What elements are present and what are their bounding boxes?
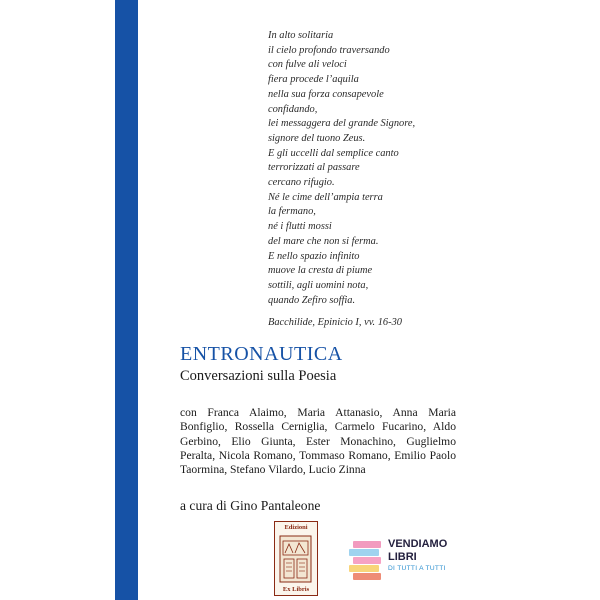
poem-line: signore del tuono Zeus. xyxy=(268,132,366,144)
publisher-logo-bottom-text: Ex Libris xyxy=(282,586,310,593)
publisher-logo-top-text: Edizioni xyxy=(284,524,308,531)
poem-line: il cielo profondo traversando xyxy=(268,44,390,56)
poem-line: confidando, xyxy=(268,103,318,115)
poem-line: E gli uccelli dal semplice canto xyxy=(268,147,399,159)
wordmark-tagline: DI TUTTI A TUTTI xyxy=(388,565,446,572)
blue-spine-bar xyxy=(115,0,138,600)
poem-line: quando Zefiro soffia. xyxy=(268,294,356,306)
poem-line: muove la cresta di piume xyxy=(268,265,373,277)
vendiamo-libri-wordmark xyxy=(388,538,447,563)
book-subtitle: Conversazioni sulla Poesia xyxy=(180,368,337,384)
poem-line: né i flutti mossi xyxy=(268,221,332,233)
book-title: ENTRONAUTICA xyxy=(180,343,343,365)
wordmark-line2: LIBRI xyxy=(388,550,417,563)
poem-line: lei messaggera del grande Signore, xyxy=(268,118,416,130)
poem-line: cercano rifugio. xyxy=(268,177,335,189)
poem-line: In alto solitaria xyxy=(268,30,334,41)
poem-line: del mare che non si ferma. xyxy=(268,235,379,247)
publisher-emblem-icon xyxy=(279,535,312,583)
publisher-logo xyxy=(274,521,318,596)
stacked-books-icon xyxy=(347,535,387,583)
poem-line: Né le cime dell’ampia terra xyxy=(268,191,383,203)
poem-line: con fulve ali veloci xyxy=(268,59,347,71)
contributors-list: con Franca Alaimo, Maria Attanasio, Anna Maria Bonfiglio, Rossella Cerniglia, Carmelo Fucarino, Aldo Gerbino, Elio Giunta, Ester Monachino, Guglielmo Peralta, Nicola Romano, Tommaso Romano, Emilio Paolo Taormina, Stefano Vilardo, Lucio Zinna xyxy=(180,406,456,477)
wordmark-line1: VENDIAMO xyxy=(388,538,448,550)
vendiamo-libri-logo xyxy=(347,535,457,585)
epigraph-poem xyxy=(268,29,415,308)
editor-credit: a cura di Gino Pantaleone xyxy=(180,498,321,513)
poem-line: la fermano, xyxy=(268,206,316,218)
poem-citation: Bacchilide, Epinicio I, vv. 16-30 xyxy=(268,317,402,328)
poem-line: terrorizzati al passare xyxy=(268,162,360,174)
poem-line: fiera procede l’aquila xyxy=(268,74,359,86)
poem-line: nella sua forza consapevole xyxy=(268,88,384,100)
poem-line: E nello spazio infinito xyxy=(268,250,360,262)
poem-line: sottili, agli uomini nota, xyxy=(268,279,369,291)
